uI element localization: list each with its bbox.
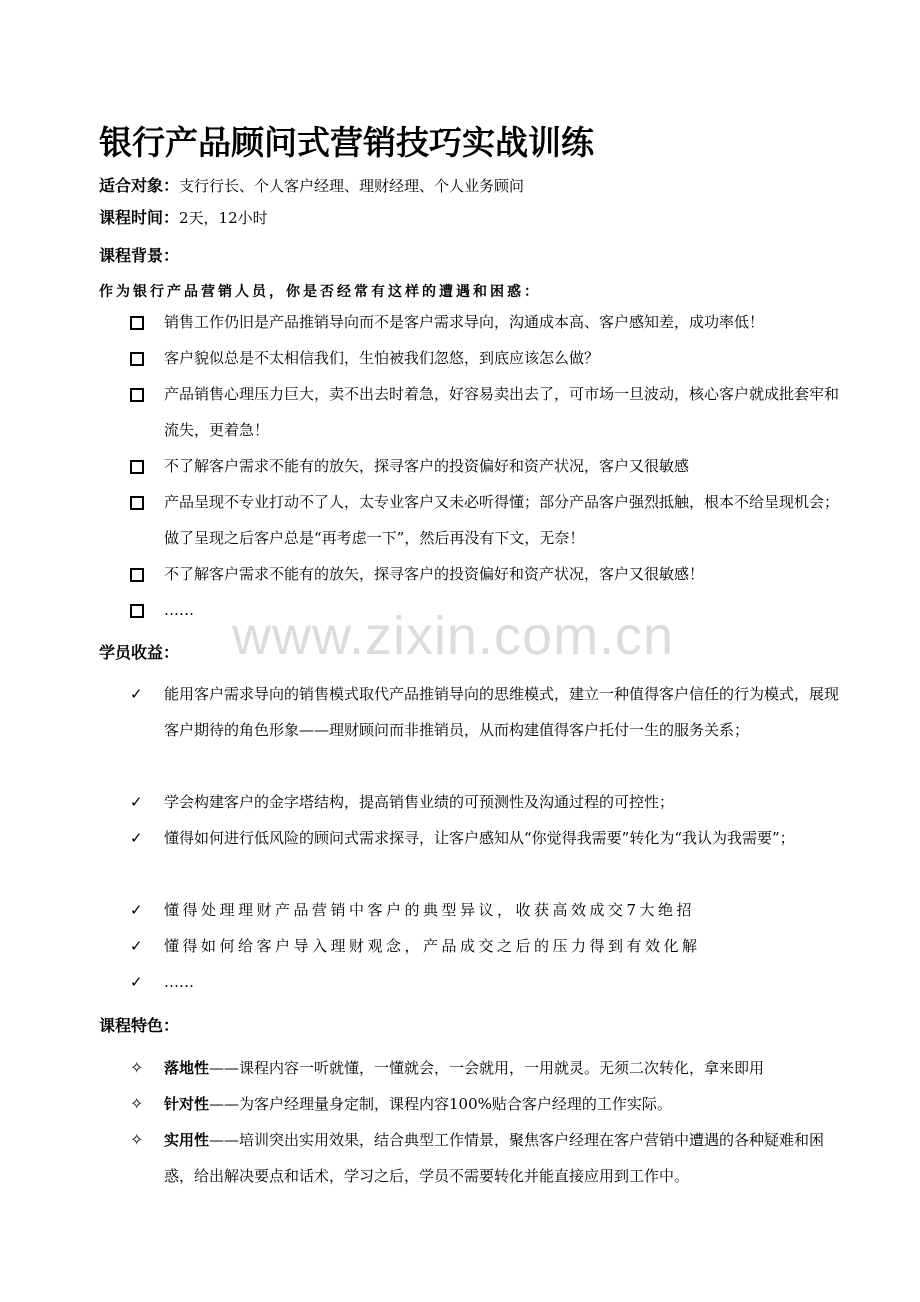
feature-text: ——课程内容一听就懂，一懂就会，一会就用，一用就灵。无须二次转化，拿来即用 bbox=[209, 1059, 765, 1077]
audience-label: 适合对象： bbox=[99, 176, 180, 195]
audience-line bbox=[99, 174, 524, 198]
background-item: 客户貌似总是不太相信我们，生怕被我们忽悠，到底应该怎么做？ bbox=[130, 340, 846, 376]
benefit-item: ✓ 懂得如何进行低风险的顾问式需求探寻，让客户感知从“你觉得我需要”转化为“我认为我需要”； bbox=[130, 820, 846, 856]
audience-value: 支行行长、个人客户经理、理财经理、个人业务顾问 bbox=[179, 177, 525, 195]
checkmark-icon: ✓ bbox=[130, 901, 143, 919]
background-item: 不了解客户需求不能有的放矢，探寻客户的投资偏好和资产状况，客户又很敏感 bbox=[130, 448, 846, 484]
features-heading: 课程特色： bbox=[99, 1016, 180, 1035]
background-item: …… bbox=[130, 592, 846, 628]
checkbox-bullet-icon bbox=[130, 568, 144, 582]
checkbox-bullet-icon bbox=[130, 352, 144, 366]
checkmark-icon: ✓ bbox=[130, 829, 143, 847]
benefit-item: ✓ 懂得如何给客户导入理财观念，产品成交之后的压力得到有效化解 bbox=[130, 928, 846, 964]
benefit-item: ✓ 能用客户需求导向的销售模式取代产品推销导向的思维模式，建立一种值得客户信任的行为模式，展现客户期待的角色形象——理财顾问而非推销员，从而构建值得客户托付一生的服务关系； bbox=[130, 676, 846, 748]
benefit-item: ✓ 学会构建客户的金字塔结构，提高销售业绩的可预测性及沟通过程的可控性； bbox=[130, 784, 846, 820]
feature-item bbox=[130, 1050, 846, 1086]
background-item: 销售工作仍旧是产品推销导向而不是客户需求导向，沟通成本高、客户感知差，成功率低！ bbox=[130, 304, 846, 340]
checkbox-bullet-icon bbox=[130, 316, 144, 330]
benefits-heading: 学员收益： bbox=[99, 643, 180, 662]
document-title: 银行产品顾问式营销技巧实战训练 bbox=[99, 123, 594, 162]
checkbox-bullet-icon bbox=[130, 460, 144, 474]
diamond-bullet-icon: ✧ bbox=[130, 1058, 144, 1077]
duration-line bbox=[99, 206, 268, 230]
checkbox-bullet-icon bbox=[130, 388, 144, 402]
feature-item bbox=[130, 1122, 846, 1194]
feature-name: 落地性 bbox=[164, 1059, 210, 1077]
checkmark-icon: ✓ bbox=[130, 685, 143, 703]
checkmark-icon: ✓ bbox=[130, 973, 143, 991]
duration-label: 课程时间： bbox=[99, 208, 180, 227]
background-item: 不了解客户需求不能有的放矢，探寻客户的投资偏好和资产状况，客户又很敏感！ bbox=[130, 556, 846, 592]
background-heading: 课程背景： bbox=[99, 246, 180, 265]
checkmark-icon: ✓ bbox=[130, 937, 143, 955]
watermark: www.zixin.com.cn bbox=[232, 606, 675, 666]
duration-value: 2天，12小时 bbox=[179, 209, 268, 227]
benefit-item: ✓ …… bbox=[130, 964, 846, 1000]
checkbox-bullet-icon bbox=[130, 496, 144, 510]
benefit-item: ✓ 懂得处理理财产品营销中客户的典型异议，收获高效成交7大绝招 bbox=[130, 892, 846, 928]
feature-name: 针对性 bbox=[164, 1095, 210, 1113]
checkbox-bullet-icon bbox=[130, 604, 144, 618]
feature-name: 实用性 bbox=[164, 1131, 210, 1149]
checkmark-icon: ✓ bbox=[130, 793, 143, 811]
feature-text: ——为客户经理量身定制，课程内容100%贴合客户经理的工作实际。 bbox=[209, 1095, 672, 1113]
feature-text: ——培训突出实用效果，结合典型工作情景，聚焦客户经理在客户营销中遭遇的各种疑难和困惑，给出解决要点和话术，学习之后，学员不需要转化并能直接应用到工作中。 bbox=[164, 1131, 825, 1185]
diamond-bullet-icon: ✧ bbox=[130, 1130, 144, 1149]
background-item: 产品呈现不专业打动不了人，太专业客户又未必听得懂；部分产品客户强烈抵触，根本不给呈现机会；做了呈现之后客户总是“再考虑一下”，然后再没有下文，无奈！ bbox=[130, 484, 846, 556]
background-intro: 作为银行产品营销人员，你是否经常有这样的遭遇和困惑： bbox=[99, 284, 541, 300]
background-item: 产品销售心理压力巨大，卖不出去时着急，好容易卖出去了，可市场一旦波动，核心客户就成批套牢和流失，更着急！ bbox=[130, 376, 846, 448]
diamond-bullet-icon: ✧ bbox=[130, 1094, 144, 1113]
feature-item bbox=[130, 1086, 846, 1122]
